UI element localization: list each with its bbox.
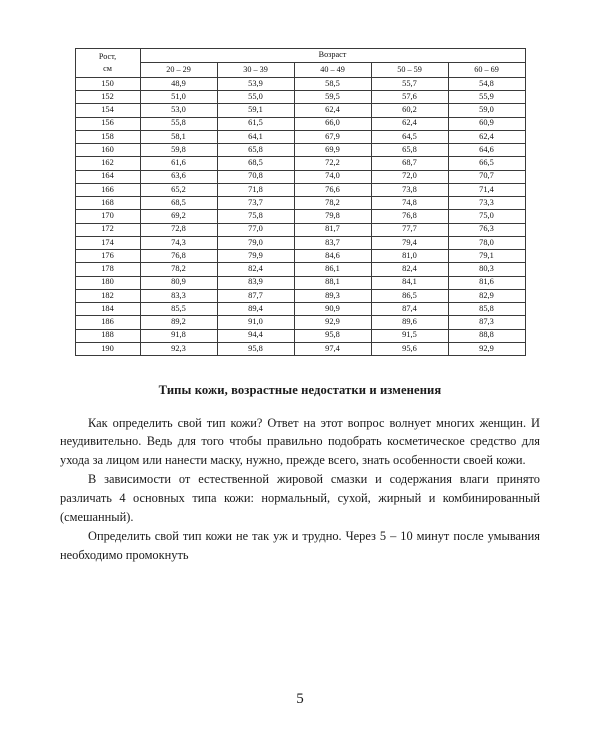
weight-cell: 59,0 — [448, 104, 525, 117]
body-text — [60, 414, 540, 565]
weight-cell: 91,0 — [217, 316, 294, 329]
weight-cell: 81,6 — [448, 276, 525, 289]
weight-cell: 48,9 — [140, 77, 217, 90]
weight-height-table-container — [60, 48, 540, 355]
weight-cell: 65,8 — [371, 144, 448, 157]
weight-cell: 73,7 — [217, 197, 294, 210]
table-row — [75, 117, 525, 130]
height-cell: 150 — [75, 77, 140, 90]
weight-cell: 60,2 — [371, 104, 448, 117]
height-cell: 180 — [75, 276, 140, 289]
weight-cell: 89,4 — [217, 303, 294, 316]
height-cell: 172 — [75, 223, 140, 236]
weight-cell: 83,3 — [140, 289, 217, 302]
weight-cell: 91,5 — [371, 329, 448, 342]
weight-cell: 68,5 — [217, 157, 294, 170]
table-row — [75, 236, 525, 249]
weight-cell: 81,7 — [294, 223, 371, 236]
weight-cell: 77,7 — [371, 223, 448, 236]
page-number: 5 — [296, 691, 304, 707]
weight-cell: 86,5 — [371, 289, 448, 302]
corner-label-line2: см — [103, 63, 112, 73]
paragraph: Определить свой тип кожи не так уж и трудно. Через 5 – 10 минут после умывания необходимо промокнуть — [60, 528, 540, 562]
weight-cell: 79,1 — [448, 250, 525, 263]
weight-cell: 67,9 — [294, 130, 371, 143]
height-cell: 160 — [75, 144, 140, 157]
weight-cell: 65,2 — [140, 183, 217, 196]
weight-cell: 95,6 — [371, 342, 448, 356]
height-cell: 168 — [75, 197, 140, 210]
weight-cell: 80,9 — [140, 276, 217, 289]
height-cell: 170 — [75, 210, 140, 223]
weight-cell: 69,9 — [294, 144, 371, 157]
weight-cell: 85,8 — [448, 303, 525, 316]
age-column-header: 60 – 69 — [448, 63, 525, 77]
weight-cell: 95,8 — [217, 342, 294, 356]
table-row — [75, 329, 525, 342]
age-column-header: 40 – 49 — [294, 63, 371, 77]
weight-cell: 84,6 — [294, 250, 371, 263]
table-header-row-1 — [75, 49, 525, 63]
weight-cell: 59,1 — [217, 104, 294, 117]
weight-cell: 78,2 — [140, 263, 217, 276]
weight-cell: 58,5 — [294, 77, 371, 90]
weight-cell: 78,2 — [294, 197, 371, 210]
weight-cell: 86,1 — [294, 263, 371, 276]
height-cell: 176 — [75, 250, 140, 263]
weight-cell: 59,8 — [140, 144, 217, 157]
weight-cell: 55,8 — [140, 117, 217, 130]
weight-cell: 53,0 — [140, 104, 217, 117]
weight-cell: 85,5 — [140, 303, 217, 316]
weight-cell: 70,7 — [448, 170, 525, 183]
weight-cell: 76,8 — [140, 250, 217, 263]
weight-cell: 75,0 — [448, 210, 525, 223]
weight-cell: 51,0 — [140, 91, 217, 104]
weight-cell: 66,5 — [448, 157, 525, 170]
weight-cell: 77,0 — [217, 223, 294, 236]
weight-cell: 76,8 — [371, 210, 448, 223]
weight-cell: 74,0 — [294, 170, 371, 183]
weight-cell: 94,4 — [217, 329, 294, 342]
weight-cell: 62,4 — [294, 104, 371, 117]
weight-cell: 62,4 — [448, 130, 525, 143]
table-row — [75, 104, 525, 117]
weight-cell: 68,5 — [140, 197, 217, 210]
age-column-header: 30 – 39 — [217, 63, 294, 77]
weight-cell: 54,8 — [448, 77, 525, 90]
weight-cell: 53,9 — [217, 77, 294, 90]
table-header — [75, 49, 525, 78]
height-cell: 166 — [75, 183, 140, 196]
table-row — [75, 157, 525, 170]
weight-cell: 82,4 — [371, 263, 448, 276]
table-row — [75, 197, 525, 210]
weight-cell: 64,5 — [371, 130, 448, 143]
paragraph: В зависимости от естественной жировой смазки и содержания влаги принято различать 4 основных типа кожи: нормальный, сухой, жирный и комбинированный (смешанный). — [60, 472, 540, 524]
weight-height-table — [75, 48, 526, 356]
weight-cell: 69,2 — [140, 210, 217, 223]
weight-cell: 97,4 — [294, 342, 371, 356]
weight-cell: 63,6 — [140, 170, 217, 183]
height-cell: 156 — [75, 117, 140, 130]
table-row — [75, 276, 525, 289]
weight-cell: 83,9 — [217, 276, 294, 289]
weight-cell: 60,9 — [448, 117, 525, 130]
weight-cell: 61,5 — [217, 117, 294, 130]
weight-cell: 88,8 — [448, 329, 525, 342]
table-row — [75, 144, 525, 157]
age-column-header: 50 – 59 — [371, 63, 448, 77]
weight-cell: 64,1 — [217, 130, 294, 143]
weight-cell: 87,4 — [371, 303, 448, 316]
height-cell: 178 — [75, 263, 140, 276]
table-row — [75, 223, 525, 236]
weight-cell: 90,9 — [294, 303, 371, 316]
weight-cell: 68,7 — [371, 157, 448, 170]
weight-cell: 81,0 — [371, 250, 448, 263]
weight-cell: 75,8 — [217, 210, 294, 223]
weight-cell: 64,6 — [448, 144, 525, 157]
height-cell: 188 — [75, 329, 140, 342]
weight-cell: 82,9 — [448, 289, 525, 302]
weight-cell: 87,7 — [217, 289, 294, 302]
weight-cell: 89,2 — [140, 316, 217, 329]
paragraph: Как определить свой тип кожи? Ответ на этот вопрос волнует многих женщин. И неудивительно. Ведь для того чтобы правильно подобрать косметическое средство для ухода за лицом или нанести маску, нужно, прежде всего, знать особенности своей кожи. — [60, 415, 540, 468]
height-cell: 174 — [75, 236, 140, 249]
table-row — [75, 170, 525, 183]
weight-cell: 70,8 — [217, 170, 294, 183]
table-row — [75, 183, 525, 196]
weight-cell: 89,6 — [371, 316, 448, 329]
weight-cell: 78,0 — [448, 236, 525, 249]
weight-cell: 72,2 — [294, 157, 371, 170]
weight-cell: 89,3 — [294, 289, 371, 302]
weight-cell: 71,4 — [448, 183, 525, 196]
table-row — [75, 263, 525, 276]
weight-cell: 76,6 — [294, 183, 371, 196]
weight-cell: 61,6 — [140, 157, 217, 170]
height-cell: 184 — [75, 303, 140, 316]
weight-cell: 92,9 — [294, 316, 371, 329]
weight-cell: 66,0 — [294, 117, 371, 130]
height-cell: 186 — [75, 316, 140, 329]
weight-cell: 55,7 — [371, 77, 448, 90]
weight-cell: 92,3 — [140, 342, 217, 356]
weight-cell: 57,6 — [371, 91, 448, 104]
age-column-header: 20 – 29 — [140, 63, 217, 77]
table-row — [75, 289, 525, 302]
table-row — [75, 210, 525, 223]
weight-cell: 65,8 — [217, 144, 294, 157]
weight-cell: 73,3 — [448, 197, 525, 210]
weight-cell: 95,8 — [294, 329, 371, 342]
table-row — [75, 91, 525, 104]
table-row — [75, 250, 525, 263]
table-row — [75, 303, 525, 316]
height-cell: 158 — [75, 130, 140, 143]
weight-cell: 82,4 — [217, 263, 294, 276]
weight-cell: 79,9 — [217, 250, 294, 263]
height-cell: 154 — [75, 104, 140, 117]
page-title: Типы кожи, возрастные недостатки и изменения — [158, 382, 442, 397]
table-row — [75, 342, 525, 356]
height-cell: 182 — [75, 289, 140, 302]
weight-cell: 92,9 — [448, 342, 525, 356]
table-row — [75, 316, 525, 329]
height-cell: 164 — [75, 170, 140, 183]
weight-cell: 55,0 — [217, 91, 294, 104]
table-row — [75, 77, 525, 90]
age-group-header: Возраст — [140, 49, 525, 63]
weight-cell: 80,3 — [448, 263, 525, 276]
weight-cell: 74,3 — [140, 236, 217, 249]
weight-cell: 79,0 — [217, 236, 294, 249]
weight-cell: 87,3 — [448, 316, 525, 329]
table-row — [75, 130, 525, 143]
height-cell: 152 — [75, 91, 140, 104]
weight-cell: 79,4 — [371, 236, 448, 249]
weight-cell: 76,3 — [448, 223, 525, 236]
weight-cell: 83,7 — [294, 236, 371, 249]
weight-cell: 73,8 — [371, 183, 448, 196]
weight-cell: 74,8 — [371, 197, 448, 210]
weight-cell: 71,8 — [217, 183, 294, 196]
weight-cell: 88,1 — [294, 276, 371, 289]
weight-cell: 84,1 — [371, 276, 448, 289]
weight-cell: 59,5 — [294, 91, 371, 104]
height-cell: 190 — [75, 342, 140, 356]
table-header-row-2 — [75, 63, 525, 77]
table-corner-header — [75, 49, 140, 78]
height-cell: 162 — [75, 157, 140, 170]
table-body — [75, 77, 525, 356]
weight-cell: 72,0 — [371, 170, 448, 183]
weight-cell: 55,9 — [448, 91, 525, 104]
weight-cell: 79,8 — [294, 210, 371, 223]
weight-cell: 91,8 — [140, 329, 217, 342]
weight-cell: 72,8 — [140, 223, 217, 236]
weight-cell: 62,4 — [371, 117, 448, 130]
corner-label-line1: Рост, — [98, 52, 117, 61]
weight-cell: 58,1 — [140, 130, 217, 143]
